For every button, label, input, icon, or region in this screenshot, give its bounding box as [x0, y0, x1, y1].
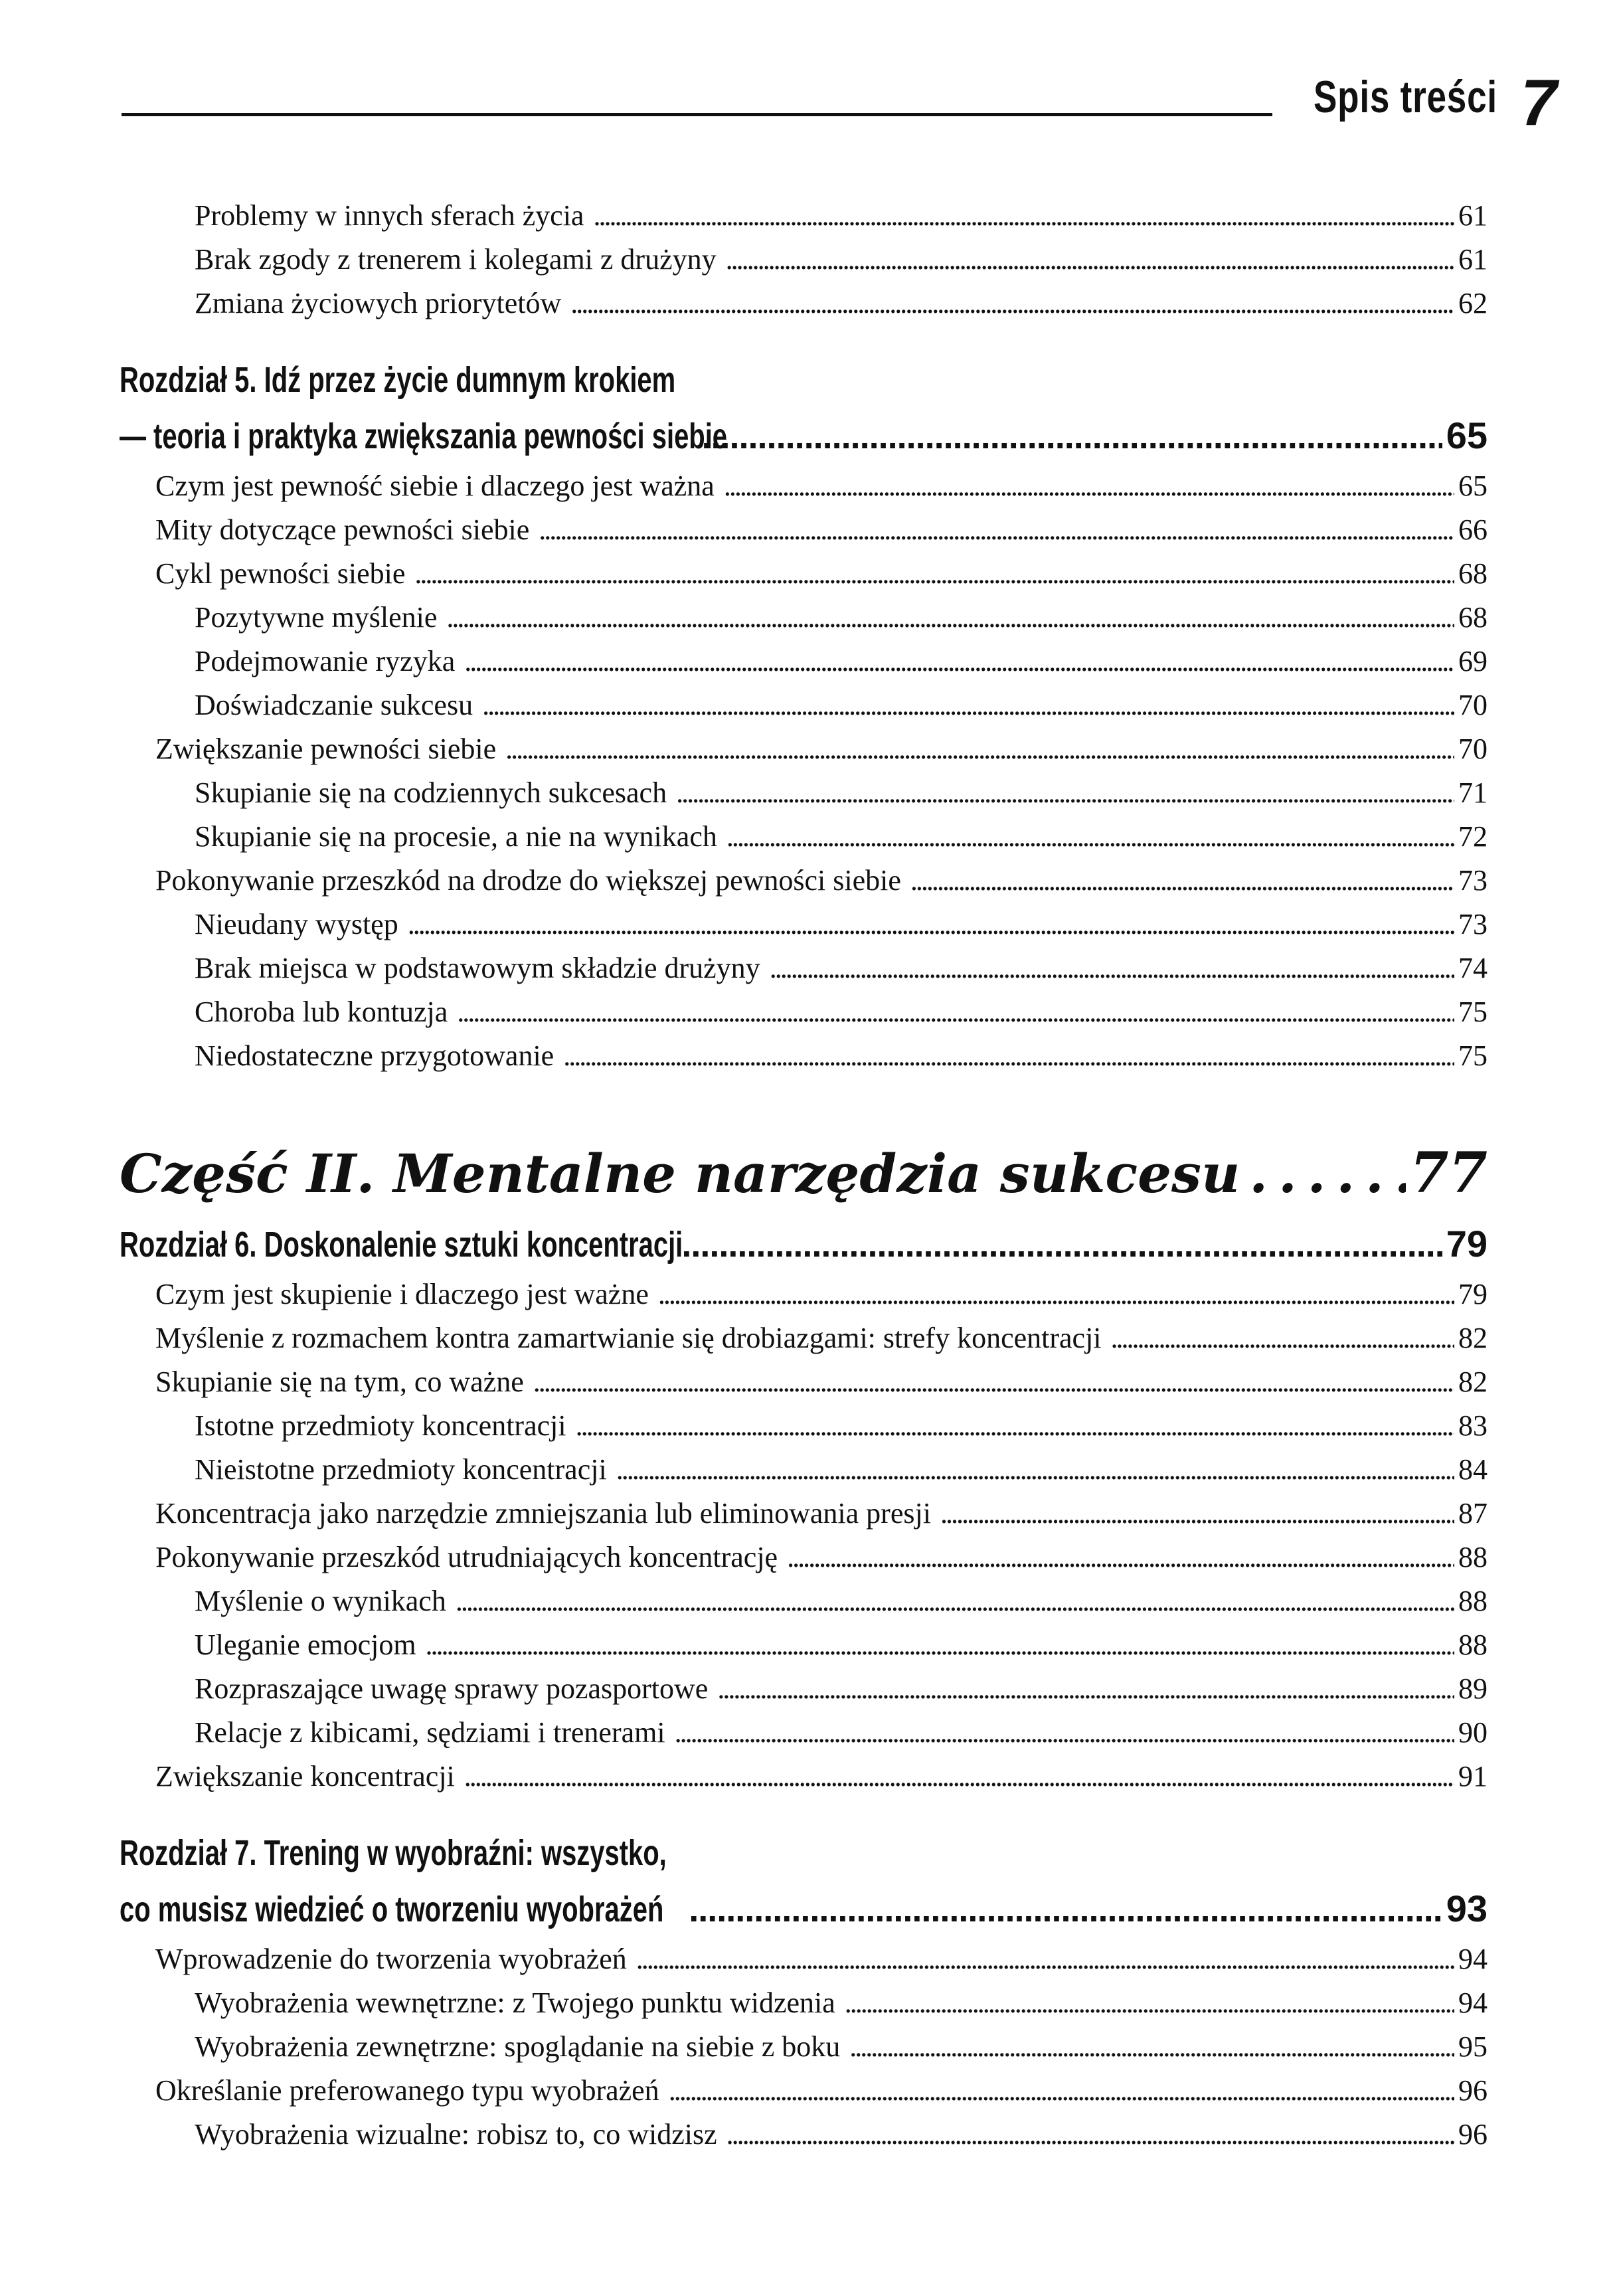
toc-entry[interactable]	[120, 194, 1488, 238]
header-rule	[122, 113, 1272, 116]
page-number: 7	[1521, 66, 1557, 139]
toc-entry-title: Nieudany występ	[195, 908, 398, 940]
toc-entry-page: 88	[1458, 1629, 1488, 1661]
toc-entry-page: 91	[1458, 1760, 1488, 1793]
chapter-5-subtitle: — teoria i praktyka zwiększania pewności siebie	[120, 416, 728, 456]
toc-entry-page: 75	[1458, 996, 1488, 1028]
toc-entry-page: 62	[1458, 287, 1488, 319]
toc-entry-page: 94	[1458, 1943, 1488, 1975]
toc-entry-page: 82	[1458, 1366, 1488, 1398]
toc-entry-title: Pozytywne myślenie	[195, 601, 438, 634]
toc-entry-page: 73	[1458, 908, 1488, 940]
toc-entry[interactable]	[120, 1667, 1488, 1711]
toc-entry-title: Choroba lub kontuzja	[195, 996, 448, 1028]
toc-entry-title: Czym jest pewność siebie i dlaczego jest ważna	[155, 470, 715, 502]
toc-entry-page: 66	[1458, 513, 1488, 546]
toc-entry[interactable]	[120, 508, 1488, 552]
chapter-7-heading-line2[interactable]	[120, 1881, 1488, 1937]
toc-entry[interactable]	[120, 1492, 1488, 1536]
toc-entry-page: 87	[1458, 1497, 1488, 1530]
toc-entry-title: Pokonywanie przeszkód utrudniających koncentrację	[155, 1541, 778, 1573]
toc-entry[interactable]	[120, 464, 1488, 508]
toc-entry[interactable]	[120, 946, 1488, 990]
toc-entry-page: 96	[1458, 2074, 1488, 2107]
toc-entry-page: 79	[1458, 1278, 1488, 1310]
toc-entry-title: Relacje z kibicami, sędziami i trenerami	[195, 1716, 665, 1749]
chapter-5-title: Rozdział 5. Idź przez życie dumnym krokiem	[120, 360, 676, 400]
toc-entry[interactable]	[120, 1273, 1488, 1316]
toc-entry-title: Skupianie się na codziennych sukcesach	[195, 776, 667, 809]
toc-entry[interactable]	[120, 2025, 1488, 2069]
toc-entry-page: 88	[1458, 1541, 1488, 1573]
toc-entry-title: Koncentracja jako narzędzie zmniejszania lub eliminowania presji	[155, 1497, 931, 1530]
table-of-contents	[120, 194, 1488, 2157]
toc-entry-title: Czym jest skupienie i dlaczego jest ważne	[155, 1278, 649, 1310]
toc-entry[interactable]	[120, 683, 1488, 727]
toc-entry-page: 61	[1458, 199, 1488, 232]
toc-entry-page: 68	[1458, 601, 1488, 634]
toc-entry-title: Myślenie z rozmachem kontra zamartwianie się drobiazgami: strefy koncentracji	[155, 1322, 1102, 1354]
toc-entry-page: 70	[1458, 689, 1488, 721]
toc-entry-page: 69	[1458, 645, 1488, 677]
toc-entry[interactable]	[120, 1937, 1488, 1981]
toc-entry[interactable]	[120, 903, 1488, 946]
toc-entry-title: Niedostateczne przygotowanie	[195, 1039, 554, 1072]
toc-entry[interactable]	[120, 1404, 1488, 1448]
toc-entry-title: Skupianie się na tym, co ważne	[155, 1366, 524, 1398]
chapter-7-heading-line1[interactable]	[120, 1825, 1488, 1881]
chapter-7-page: 93	[1446, 1888, 1488, 1929]
toc-entry[interactable]	[120, 2113, 1488, 2157]
running-header-title: Spis treści	[1314, 72, 1497, 122]
toc-entry-title: Wyobrażenia wizualne: robisz to, co widzisz	[195, 2118, 717, 2151]
chapter-6-page: 79	[1446, 1223, 1488, 1265]
toc-entry-title: Skupianie się na procesie, a nie na wynikach	[195, 820, 717, 853]
toc-entry-page: 75	[1458, 1039, 1488, 1072]
toc-entry[interactable]	[120, 1579, 1488, 1623]
toc-entry-title: Uleganie emocjom	[195, 1629, 416, 1661]
toc-entry-page: 95	[1458, 2030, 1488, 2063]
toc-entry[interactable]	[120, 282, 1488, 325]
toc-entry-page: 73	[1458, 864, 1488, 897]
toc-entry-title: Zmiana życiowych priorytetów	[195, 287, 562, 319]
toc-entry-page: 71	[1458, 776, 1488, 809]
toc-entry-title: Cykl pewności siebie	[155, 557, 406, 590]
toc-entry-title: Wyobrażenia zewnętrzne: spoglądanie na siebie z boku	[195, 2030, 841, 2063]
toc-entry-page: 65	[1458, 470, 1488, 502]
chapter-6-title: Rozdział 6. Doskonalenie sztuki koncentracji	[120, 1225, 683, 1265]
toc-entry-page: 83	[1458, 1409, 1488, 1442]
toc-entry[interactable]	[120, 596, 1488, 640]
toc-entry-title: Wprowadzenie do tworzenia wyobrażeń	[155, 1943, 627, 1975]
toc-entry[interactable]	[120, 1981, 1488, 2025]
toc-entry[interactable]	[120, 771, 1488, 815]
toc-entry-page: 96	[1458, 2118, 1488, 2151]
toc-entry-title: Wyobrażenia wewnętrzne: z Twojego punktu widzenia	[195, 1987, 835, 2019]
toc-entry-title: Nieistotne przedmioty koncentracji	[195, 1453, 607, 1486]
toc-entry-page: 72	[1458, 820, 1488, 853]
chapter-7-subtitle: co musisz wiedzieć o tworzeniu wyobrażeń	[120, 1890, 664, 1929]
toc-entry-title: Problemy w innych sferach życia	[195, 199, 584, 232]
toc-entry[interactable]	[120, 815, 1488, 859]
toc-entry-page: 94	[1458, 1987, 1488, 2019]
toc-entry-page: 88	[1458, 1585, 1488, 1617]
toc-entry-title: Pokonywanie przeszkód na drodze do większej pewności siebie	[155, 864, 901, 897]
toc-entry-title: Doświadczanie sukcesu	[195, 689, 473, 721]
toc-entry[interactable]	[120, 1034, 1488, 1078]
toc-entry[interactable]	[120, 640, 1488, 683]
chapter-5-heading-line1[interactable]	[120, 352, 1488, 408]
toc-entry[interactable]	[120, 552, 1488, 596]
chapter-5-heading-line2[interactable]	[120, 408, 1488, 464]
toc-entry[interactable]	[120, 2069, 1488, 2113]
toc-entry-page: 70	[1458, 733, 1488, 765]
toc-entry-page: 74	[1458, 952, 1488, 984]
part-2-heading[interactable]	[120, 1130, 1488, 1216]
part-2-page: 77	[1410, 1140, 1488, 1205]
toc-entry-title: Istotne przedmioty koncentracji	[195, 1409, 566, 1442]
toc-entry[interactable]	[120, 859, 1488, 903]
toc-entry-page: 90	[1458, 1716, 1488, 1749]
toc-entry-title: Brak zgody z trenerem i kolegami z drużyny	[195, 243, 717, 276]
part-2-title: Część II. Mentalne narzędzia sukcesu	[120, 1142, 1240, 1205]
toc-entry[interactable]	[120, 1711, 1488, 1755]
toc-entry[interactable]	[120, 1623, 1488, 1667]
toc-entry-title: Myślenie o wynikach	[195, 1585, 446, 1617]
toc-entry-page: 82	[1458, 1322, 1488, 1354]
toc-entry[interactable]	[120, 1536, 1488, 1579]
toc-entry-title: Określanie preferowanego typu wyobrażeń	[155, 2074, 659, 2107]
toc-entry[interactable]	[120, 1360, 1488, 1404]
toc-entry-title: Mity dotyczące pewności siebie	[155, 513, 530, 546]
chapter-7-title: Rozdział 7. Trening w wyobraźni: wszystko,	[120, 1833, 667, 1873]
chapter-6-heading[interactable]	[120, 1216, 1488, 1273]
toc-entry-page: 89	[1458, 1672, 1488, 1705]
toc-entry-title: Podejmowanie ryzyka	[195, 645, 456, 677]
toc-entry[interactable]	[120, 238, 1488, 282]
toc-entry[interactable]	[120, 1448, 1488, 1492]
toc-entry-page: 61	[1458, 243, 1488, 276]
toc-entry[interactable]	[120, 1755, 1488, 1799]
toc-entry[interactable]	[120, 727, 1488, 771]
toc-entry-title: Zwiększanie pewności siebie	[155, 733, 497, 765]
toc-entry[interactable]	[120, 990, 1488, 1034]
toc-entry-page: 84	[1458, 1453, 1488, 1486]
toc-entry-page: 68	[1458, 557, 1488, 590]
toc-entry[interactable]	[120, 1316, 1488, 1360]
toc-entry-title: Brak miejsca w podstawowym składzie drużyny	[195, 952, 760, 984]
chapter-5-page: 65	[1446, 414, 1488, 456]
toc-entry-title: Rozpraszające uwagę sprawy pozasportowe	[195, 1672, 709, 1705]
toc-entry-title: Zwiększanie koncentracji	[155, 1760, 455, 1793]
